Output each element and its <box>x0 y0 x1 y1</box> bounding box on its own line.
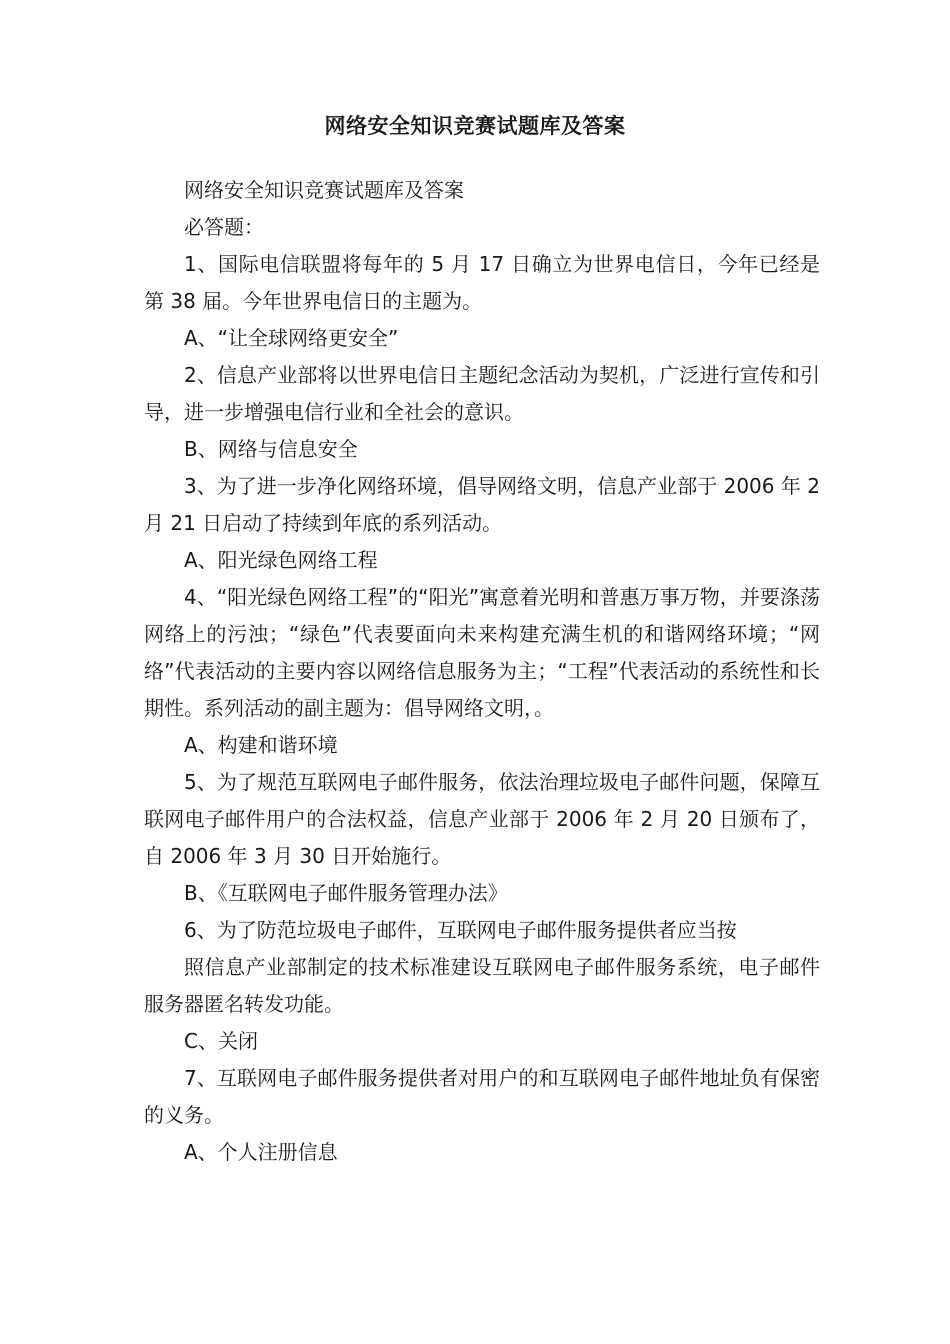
answer-2: B、网络与信息安全 <box>184 437 358 461</box>
question-6: 6、为了防范垃圾电子邮件，互联网电子邮件服务提供者应当按 <box>184 918 737 942</box>
section-heading: 必答题： <box>184 215 264 239</box>
question-5: 5、为了规范互联网电子邮件服务，依法治理垃圾电子邮件问题，保障互联网电子邮件用户的合法权益，信息产业部于 2006 年 2 月 20 日颁布了，自 2006 年 3 月 30 日开始施行。 <box>144 770 820 868</box>
answer-7: A、个人注册信息 <box>184 1140 338 1164</box>
answer-4: A、构建和谐环境 <box>184 733 338 757</box>
answer-1: A、“让全球网络更安全” <box>184 326 399 350</box>
question-1: 1、国际电信联盟将每年的 5 月 17 日确立为世界电信日，今年已经是第 38 届。今年世界电信日的主题为。 <box>144 252 820 313</box>
question-6-continued: 照信息产业部制定的技术标准建设互联网电子邮件服务系统，电子邮件服务器匿名转发功能。 <box>144 955 820 1016</box>
document-body <box>144 172 820 1171</box>
answer-6: C、关闭 <box>184 1029 258 1053</box>
answer-3: A、阳光绿色网络工程 <box>184 548 378 572</box>
question-4: 4、“阳光绿色网络工程”的“阳光”寓意着光明和普惠万事万物，并要涤荡网络上的污浊；“绿色”代表要面向未来构建充满生机的和谐网络环境；“网络”代表活动的主要内容以网络信息服务为主；“工程”代表活动的系统性和长期性。系列活动的副主题为：倡导网络文明，。 <box>144 585 820 720</box>
subtitle-paragraph: 网络安全知识竞赛试题库及答案 <box>184 178 464 202</box>
question-7: 7、互联网电子邮件服务提供者对用户的和互联网电子邮件地址负有保密的义务。 <box>144 1066 820 1127</box>
answer-5: B、《互联网电子邮件服务管理办法》 <box>184 881 508 905</box>
question-3: 3、为了进一步净化网络环境，倡导网络文明，信息产业部于 2006 年 2 月 21 日启动了持续到年底的系列活动。 <box>144 474 820 535</box>
document-title: 网络安全知识竞赛试题库及答案 <box>324 114 626 138</box>
question-2: 2、信息产业部将以世界电信日主题纪念活动为契机，广泛进行宣传和引导，进一步增强电信行业和全社会的意识。 <box>144 363 820 424</box>
